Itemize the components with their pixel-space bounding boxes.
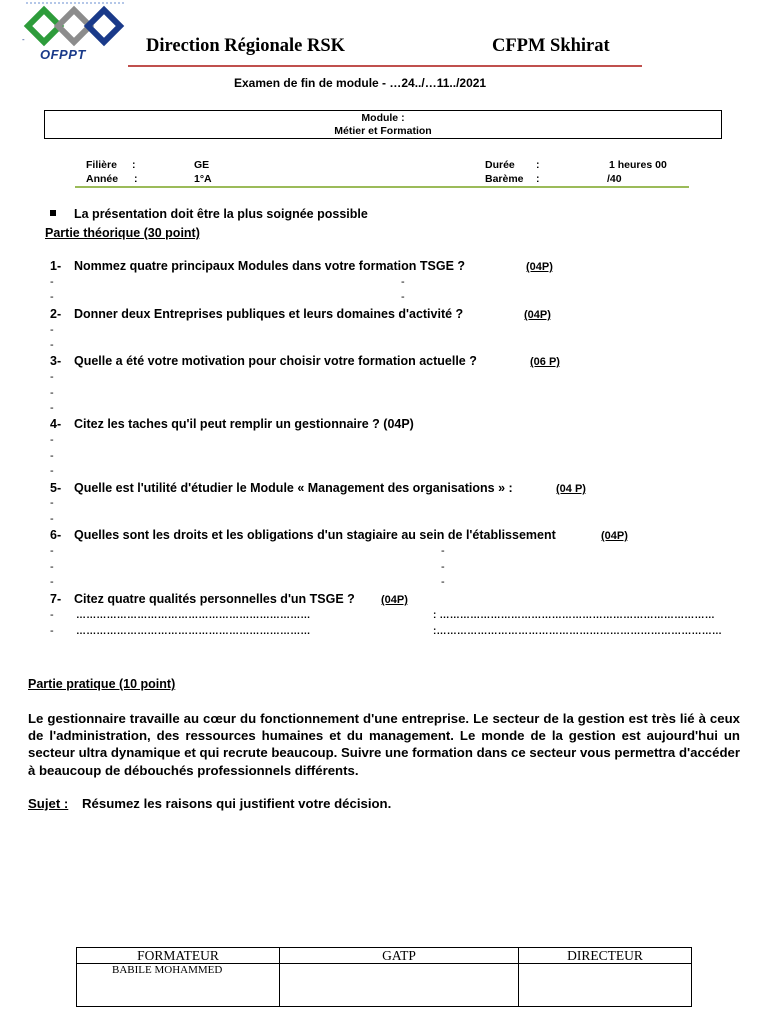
answer-dash: - <box>401 276 405 288</box>
answer-dots: …………………………………………………………… <box>76 610 311 621</box>
svg-text:-: - <box>22 35 25 44</box>
bullet-square-icon <box>50 210 56 216</box>
annee-label: Année <box>86 173 119 185</box>
info-divider <box>75 186 689 188</box>
answer-dash: - <box>441 545 445 557</box>
bareme-label: Barème <box>485 173 524 185</box>
answer-dash: - <box>50 561 54 573</box>
sujet-text: Résumez les raisons qui justifient votre décision. <box>82 796 392 811</box>
practice-heading: Partie pratique (10 point) <box>28 677 176 691</box>
answer-dots: :………………………………………………………………………… <box>433 626 723 637</box>
answer-dash: - <box>401 291 405 303</box>
practice-paragraph: Le gestionnaire travaille au cœur du fonctionnement d'une entreprise. Le secteur de la gestion est très lié à ceux de l'administration, des ressources humaines et du management. Le monde de la gestion est aujourd'hui un secteur ultra dynamique et qui recrute beaucoup. Suivre une formation dans ce secteur vous permettra d'accéder à beaucoup de débouchés professionnels différents. <box>28 711 740 778</box>
annee-value: 1°A <box>194 173 212 185</box>
answer-dash: - <box>50 465 54 477</box>
header-divider <box>128 65 642 67</box>
answer-dash: - <box>50 609 54 621</box>
answer-dash: - <box>50 291 54 303</box>
answer-dash: - <box>50 371 54 383</box>
module-name: Métier et Formation <box>334 125 432 137</box>
annee-colon: : <box>134 173 138 185</box>
duree-colon: : <box>536 159 540 171</box>
module-box <box>44 110 722 139</box>
formateur-header: FORMATEUR <box>77 948 280 964</box>
answer-dash: - <box>441 576 445 588</box>
duree-label: Durée <box>485 159 515 171</box>
instruction-text: La présentation doit être la plus soignée possible <box>74 207 368 221</box>
filiere-colon: : <box>132 159 136 171</box>
answer-dash: - <box>50 324 54 336</box>
q3-number: 3- <box>50 354 62 368</box>
q7-number: 7- <box>50 592 62 606</box>
answer-dash: - <box>50 625 54 637</box>
q4-number: 4- <box>50 417 62 431</box>
answer-dash: - <box>50 450 54 462</box>
q2-number: 2- <box>50 307 62 321</box>
formateur-name: BABILE MOHAMMED <box>77 964 280 1007</box>
answer-dash: - <box>50 513 54 525</box>
center-title: CFPM Skhirat <box>492 36 610 56</box>
answer-dash: - <box>441 561 445 573</box>
q5-number: 5- <box>50 481 62 495</box>
answer-dash: - <box>50 497 54 509</box>
logo-text: OFPPT <box>40 47 86 62</box>
q1-number: 1- <box>50 259 62 273</box>
directeur-signature-cell <box>519 964 692 1007</box>
gatp-signature-cell <box>280 964 519 1007</box>
exam-title: Examen de fin de module - …24../…11../2021 <box>234 76 487 90</box>
q7-text: Citez quatre qualités personnelles d'un TSGE ? <box>74 592 355 606</box>
bareme-value: /40 <box>607 173 622 185</box>
q4-text: Citez les taches qu'il peut remplir un gestionnaire ? (04P) <box>74 417 414 431</box>
direction-title: Direction Régionale RSK <box>146 36 346 56</box>
answer-dash: - <box>50 576 54 588</box>
answer-dots: …………………………………………………………… <box>76 626 311 637</box>
bareme-colon: : <box>536 173 540 185</box>
q6-number: 6- <box>50 528 62 542</box>
filiere-label: Filière <box>86 159 117 171</box>
q1-points: (04P) <box>526 261 553 273</box>
q6-points: (04P) <box>601 530 628 542</box>
q1-text: Nommez quatre principaux Modules dans votre formation TSGE ? <box>74 259 466 273</box>
q5-points: (04 P) <box>556 483 586 495</box>
q7-points: (04P) <box>381 594 408 606</box>
answer-dash: - <box>50 545 54 557</box>
filiere-value: GE <box>194 159 210 171</box>
q5-text: Quelle est l'utilité d'étudier le Module « Management des organisations » : <box>74 481 513 495</box>
directeur-header: DIRECTEUR <box>519 948 692 964</box>
theory-heading: Partie théorique (30 point) <box>45 226 200 240</box>
q2-points: (04P) <box>524 309 551 321</box>
answer-dash: - <box>50 339 54 351</box>
answer-dash: - <box>50 402 54 414</box>
gatp-header: GATP <box>280 948 519 964</box>
q6-text: Quelles sont les droits et les obligations d'un stagiaire au sein de l'établissement <box>74 528 556 542</box>
duree-value: 1 heures 00 <box>609 159 667 171</box>
q2-text: Donner deux Entreprises publiques et leurs domaines d'activité ? <box>74 307 464 321</box>
q3-points: (06 P) <box>530 356 560 368</box>
answer-dash: - <box>50 387 54 399</box>
sujet-label: Sujet : <box>28 796 69 811</box>
q3-text: Quelle a été votre motivation pour choisir votre formation actuelle ? <box>74 354 477 368</box>
answer-dash: - <box>50 434 54 446</box>
signature-table <box>76 947 692 1007</box>
answer-dash: - <box>50 276 54 288</box>
answer-dots: : ……………………………………………………………………… <box>433 610 715 621</box>
module-label: Module : <box>361 112 405 124</box>
